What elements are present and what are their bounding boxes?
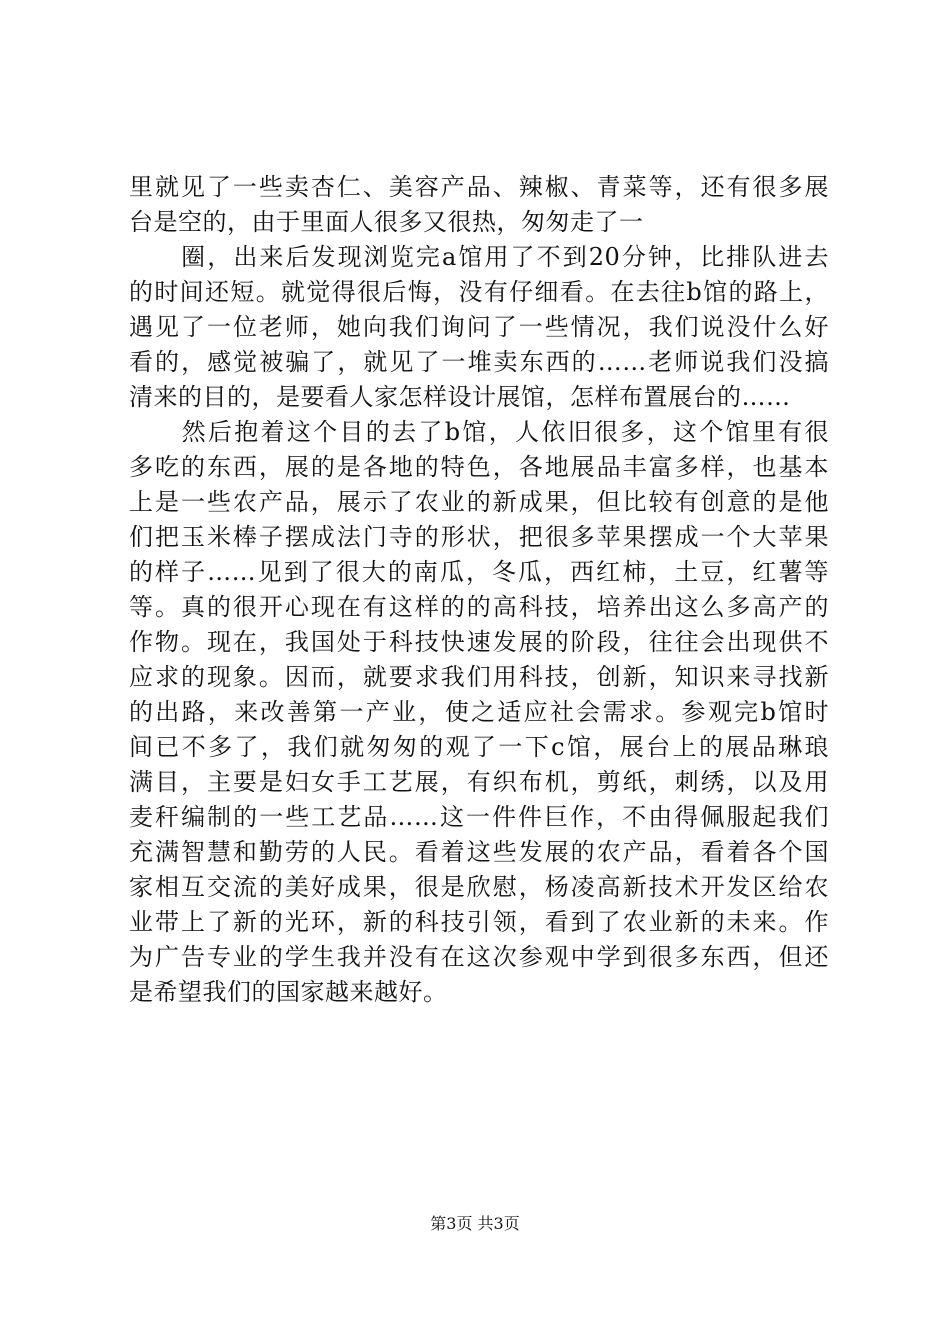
text-line: 等。真的很开心现在有这样的的高科技，培养出这么多高产的	[129, 593, 829, 621]
text-line: 作物。现在，我国处于科技快速发展的阶段，往往会出现供不	[129, 628, 829, 656]
body-text	[129, 170, 829, 1010]
text-line: 为广告专业的学生我并没有在这次参观中学到很多东西，但还	[129, 943, 829, 971]
text-line: 麦秆编制的一些工艺品……这一件件巨作，不由得佩服起我们	[129, 803, 829, 831]
text-line: 的时间还短。就觉得很后悔，没有仔细看。在去往b馆的路上，	[129, 278, 829, 306]
text-line: 圈，出来后发现浏览完a馆用了不到20分钟，比排队进去	[129, 243, 829, 271]
text-line: 的样子……见到了很大的南瓜，冬瓜，西红柿，土豆，红薯等	[129, 558, 829, 586]
text-line: 充满智慧和勤劳的人民。看着这些发展的农产品，看着各个国	[129, 838, 829, 866]
text-line: 是希望我们的国家越来越好。	[129, 978, 448, 1006]
page-number: 第3页 共3页	[430, 1214, 520, 1233]
text-line: 清来的目的，是要看人家怎样设计展馆，怎样布置展台的……	[129, 383, 791, 411]
text-line: 应求的现象。因而，就要求我们用科技，创新，知识来寻找新	[129, 663, 829, 691]
text-line: 上是一些农产品，展示了农业的新成果，但比较有创意的是他	[129, 488, 829, 516]
text-line: 台是空的，由于里面人很多又很热，匆匆走了一	[129, 208, 644, 236]
text-line: 的出路，来改善第一产业，使之适应社会需求。参观完b馆时	[129, 698, 829, 726]
text-line: 们把玉米棒子摆成法门寺的形状，把很多苹果摆成一个大苹果	[129, 523, 829, 551]
text-line: 家相互交流的美好成果，很是欣慰，杨凌高新技术开发区给农	[129, 873, 829, 901]
text-line: 多吃的东西，展的是各地的特色，各地展品丰富多样，也基本	[129, 453, 829, 481]
text-line: 间已不多了，我们就匆匆的观了一下c馆，展台上的展品琳琅	[129, 733, 829, 761]
text-line: 业带上了新的光环，新的科技引领，看到了农业新的未来。作	[129, 908, 829, 936]
text-line: 然后抱着这个目的去了b馆，人依旧很多，这个馆里有很	[129, 418, 829, 446]
text-line: 满目，主要是妇女手工艺展，有织布机，剪纸，刺绣，以及用	[129, 768, 829, 796]
text-line: 里就见了一些卖杏仁、美容产品、辣椒、青菜等，还有很多展	[129, 173, 829, 201]
text-line: 遇见了一位老师，她向我们询问了一些情况，我们说没什么好	[129, 313, 829, 341]
text-line: 看的，感觉被骗了，就见了一堆卖东西的……老师说我们没搞	[129, 348, 829, 376]
